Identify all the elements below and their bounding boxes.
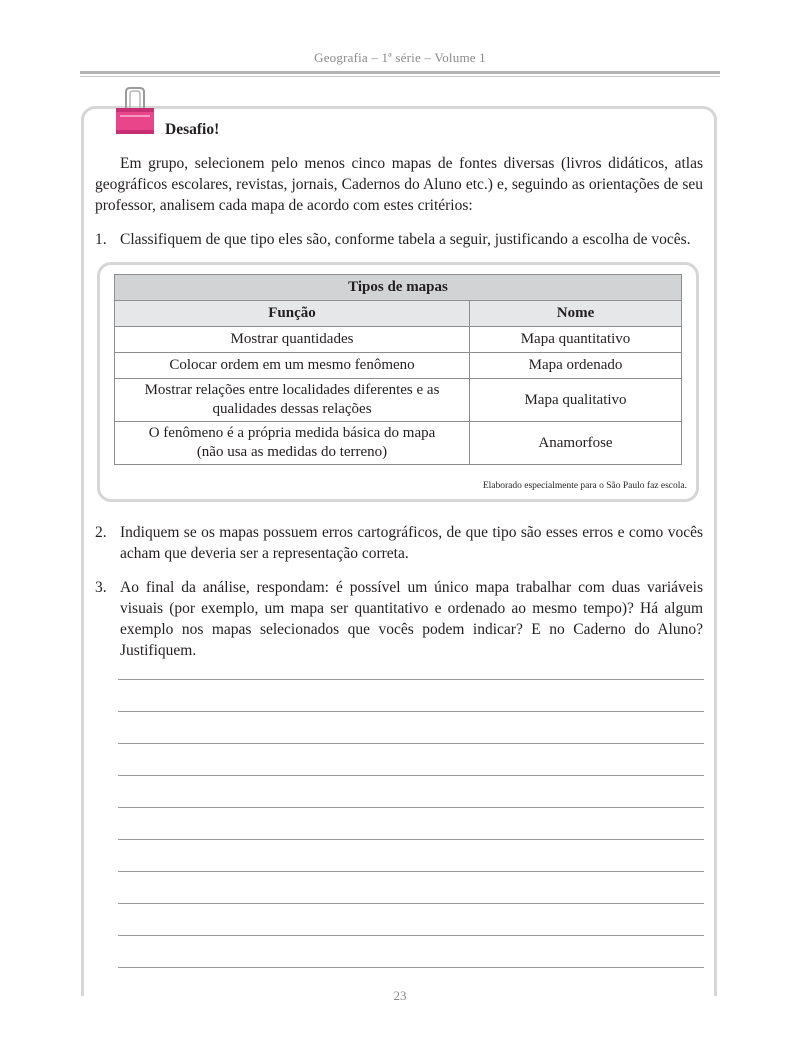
answer-line[interactable] [118, 711, 704, 712]
name-cell: Mapa ordenado [470, 353, 682, 379]
column-header-name: Nome [470, 301, 682, 327]
function-cell: Colocar ordem em um mesmo fenômeno [115, 353, 470, 379]
section-title: Desafio! [165, 121, 220, 138]
item-text: Ao final da análise, respondam: é possível um único mapa trabalhar com duas variáveis visuais (por exemplo, um mapa ser quantitativo e ordenado ao mesmo tempo)? Há algum exemplo nos mapas selecionados que vocês podem indicar? E no Caderno do Aluno? Justifiquem. [120, 579, 703, 659]
function-line: O fenômeno é a própria medida básica do mapa [148, 425, 436, 441]
answer-line[interactable] [118, 871, 704, 872]
map-types-table [114, 274, 682, 465]
item-text: Indiquem se os mapas possuem erros cartográficos, de que tipo são esses erros e como vocês acham que deveria ser a representação correta. [120, 524, 703, 562]
page-number: 23 [393, 988, 407, 1003]
list-item [95, 522, 703, 564]
function-cell [115, 422, 470, 465]
function-line: qualidades dessas relações [212, 401, 372, 417]
table-row [115, 353, 682, 379]
item-number: 1. [95, 231, 107, 248]
header-rule-thin [80, 76, 720, 77]
intro-paragraph [95, 153, 703, 216]
name-cell: Mapa qualitativo [470, 379, 682, 422]
table-title-row [115, 275, 682, 301]
table-row [115, 379, 682, 422]
function-line: (não usa as medidas do terreno) [196, 444, 388, 460]
table-source-note: Elaborado especialmente para o São Paulo faz escola. [482, 481, 687, 491]
answer-line[interactable] [118, 967, 704, 968]
table-row [115, 422, 682, 465]
list-item [95, 229, 703, 250]
intro-text: Em grupo, selecionem pelo menos cinco mapas de fontes diversas (livros didáticos, atlas geográficos escolares, revistas, jornais, Cadernos do Aluno etc.) e, seguindo as orientações de seu professor, analisem cada mapa de acordo com estes critérios: [95, 155, 703, 214]
list-item [95, 577, 703, 661]
header-rule [80, 71, 720, 74]
function-cell [115, 379, 470, 422]
answer-line[interactable] [118, 903, 704, 904]
answer-line[interactable] [118, 743, 704, 744]
table-header-row [115, 301, 682, 327]
answer-line[interactable] [118, 807, 704, 808]
answer-line[interactable] [118, 679, 704, 680]
answer-line[interactable] [118, 935, 704, 936]
item-number: 2. [95, 524, 107, 541]
function-cell: Mostrar quantidades [115, 327, 470, 353]
running-header: Geografia – 1ª série – Volume 1 [314, 50, 486, 65]
item-number: 3. [95, 579, 107, 596]
column-header-function: Função [115, 301, 470, 327]
function-line: Mostrar relações entre localidades diferentes e as [144, 382, 440, 398]
name-cell: Mapa quantitativo [470, 327, 682, 353]
answer-line[interactable] [118, 839, 704, 840]
name-cell: Anamorfose [470, 422, 682, 465]
binder-clip-icon [110, 86, 160, 136]
table-row [115, 327, 682, 353]
table-title: Tipos de mapas [115, 275, 682, 301]
answer-line[interactable] [118, 775, 704, 776]
item-text: Classifiquem de que tipo eles são, conforme tabela a seguir, justificando a escolha de vocês. [120, 231, 691, 248]
